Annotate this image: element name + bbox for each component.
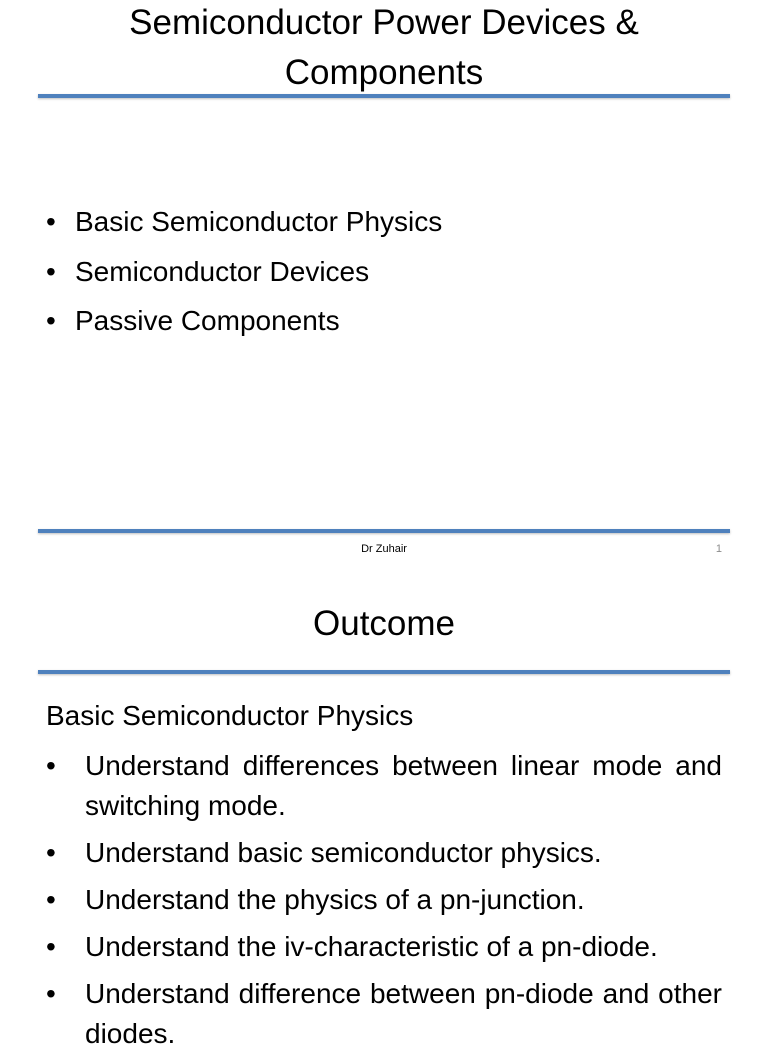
bullet-icon: • bbox=[46, 750, 56, 781]
list-item-text: Understand the physics of a pn-junction. bbox=[85, 884, 585, 915]
list-item bbox=[46, 880, 722, 920]
list-item bbox=[46, 305, 728, 337]
list-item-text: Basic Semiconductor Physics bbox=[75, 206, 443, 237]
list-item-text: Semiconductor Devices bbox=[75, 255, 370, 287]
slide1-footer-rule bbox=[38, 529, 730, 533]
bullet-icon: • bbox=[46, 978, 56, 1009]
bullet-icon: • bbox=[46, 255, 56, 287]
bullet-icon: • bbox=[46, 931, 56, 962]
slide1-footer-author: Dr Zuhair bbox=[361, 543, 407, 555]
slide2-title: Outcome bbox=[313, 604, 455, 643]
list-item-text: Understand difference between pn-diode and other diodes. bbox=[85, 978, 722, 1049]
slide2-title-rule bbox=[38, 670, 730, 674]
slide1-title: Semiconductor Power Devices & Components bbox=[129, 3, 639, 92]
bullet-icon: • bbox=[46, 206, 56, 237]
slide2-subheading: Basic Semiconductor Physics bbox=[46, 700, 414, 731]
list-item bbox=[46, 927, 722, 967]
bullet-icon: • bbox=[46, 837, 56, 868]
slide1-title-rule bbox=[38, 94, 730, 98]
list-item bbox=[46, 833, 722, 873]
list-item bbox=[46, 746, 722, 826]
slide2-bullet-list bbox=[46, 746, 722, 1061]
list-item bbox=[46, 974, 722, 1054]
list-item bbox=[46, 206, 728, 238]
slide1-page-number: 1 bbox=[715, 543, 722, 555]
list-item-text: Passive Components bbox=[75, 305, 340, 336]
bullet-icon: • bbox=[46, 884, 56, 915]
list-item bbox=[46, 256, 728, 288]
slide1-bullet-list bbox=[46, 206, 728, 355]
list-item-text: Understand differences between linear mode and switching mode. bbox=[85, 750, 722, 821]
list-item-text: Understand basic semiconductor physics. bbox=[85, 837, 602, 868]
list-item-text: Understand the iv-characteristic of a pn-diode. bbox=[85, 931, 658, 962]
bullet-icon: • bbox=[46, 305, 56, 336]
